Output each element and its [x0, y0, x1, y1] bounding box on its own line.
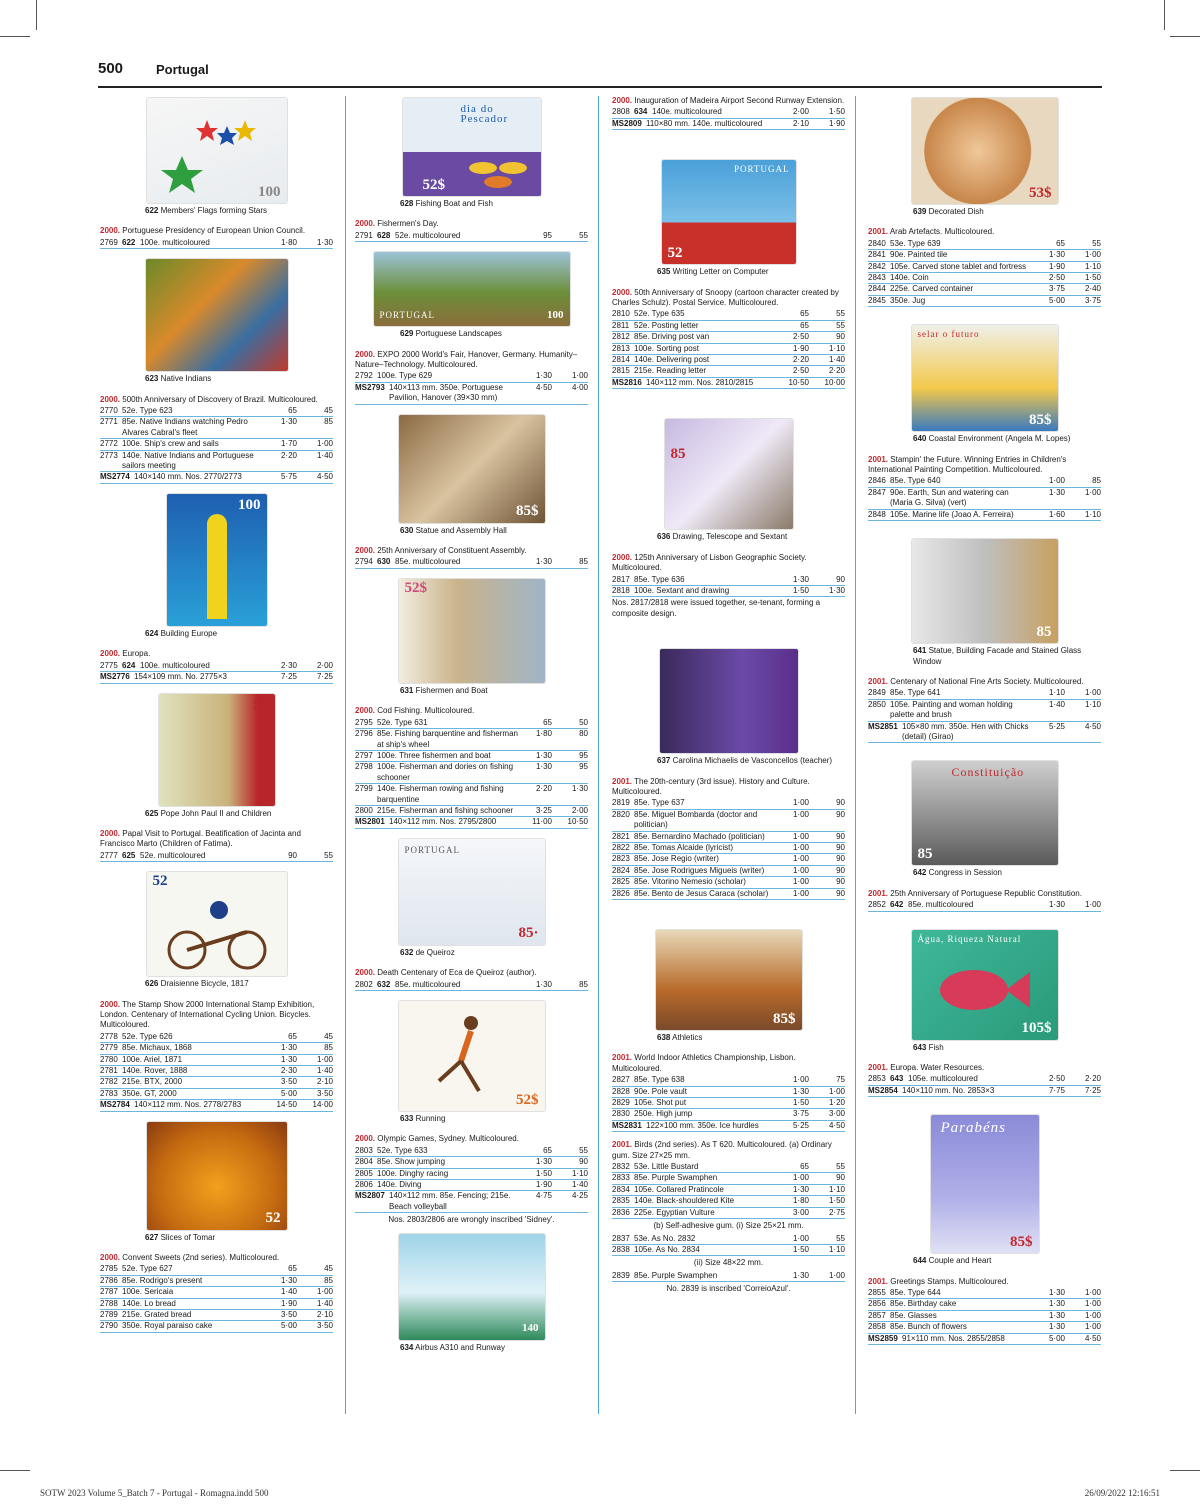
- catalogue-row: 2813 100e. Sorting post 1·90 1·10: [612, 344, 845, 355]
- stamp-denomination: 140: [522, 1322, 539, 1335]
- stamp-image-627: [147, 1122, 287, 1230]
- catalogue-note: Nos. 2803/2806 are wrongly inscribed 'Sidney'.: [388, 1215, 555, 1225]
- stamp-title: dia do Pescador: [460, 103, 509, 126]
- stamp-country: PORTUGAL: [734, 164, 790, 175]
- catalogue-row: 2792 100e. Type 629 1·30 1·00: [355, 371, 588, 382]
- catalogue-row: 2796 85e. Fishing barquentine and fisherman at ship's wheel 1·80 80: [355, 729, 588, 751]
- stamp-caption: 623 Native Indians: [145, 374, 212, 384]
- catalogue-row: 2810 52e. Type 635 65 55: [612, 309, 845, 320]
- stamp-image-629: [374, 252, 570, 326]
- catalogue-row: 2824 85e. Jose Rodrigues Migueis (writer) 1·00 90: [612, 866, 845, 877]
- catalogue-row: 2848 105e. Marine life (Joao A. Ferreira) 1·60 1·10: [868, 510, 1101, 521]
- stamp-denomination: 85$: [773, 1010, 796, 1027]
- catalogue-row: 2777 625 52e. multicoloured 90 55: [100, 851, 333, 862]
- stamp-title: Parabéns: [940, 1120, 1006, 1137]
- catalogue-row: MS2801 140×112 mm. Nos. 2795/2800 11·00 10·50: [355, 817, 588, 828]
- issue-heading: 2001. Europa. Water Resources.: [868, 1062, 985, 1072]
- catalogue-row: 2821 85e. Bernardino Machado (politician) 1·00 90: [612, 832, 845, 843]
- catalogue-row: MS2774 140×140 mm. Nos. 2770/2773 5·75 4·50: [100, 472, 333, 483]
- catalogue-row: 2845 350e. Jug 5·00 3·75: [868, 296, 1101, 307]
- catalogue-row: 2850 105e. Painting and woman holding palette and brush 1·40 1·10: [868, 700, 1101, 722]
- stamp-caption: 635 Writing Letter on Computer: [657, 267, 769, 277]
- catalogue-row: 2790 350e. Royal paraiso cake 5·00 3·50: [100, 1321, 333, 1332]
- stamp-image-638: [656, 930, 802, 1030]
- issue-heading: 2001. The 20th-century (3rd issue). History and Culture. Multicoloured.: [612, 776, 810, 796]
- crop-mark: [1170, 36, 1200, 37]
- stamp-denomination: 52: [667, 244, 683, 261]
- stamp-caption: 625 Pope John Paul II and Children: [145, 808, 272, 818]
- crop-mark: [1170, 1470, 1200, 1471]
- stamp-image-636: [665, 419, 793, 529]
- stamp-denomination: 100: [238, 496, 261, 513]
- column-divider: [598, 96, 599, 1414]
- catalogue-subheading: (ii) Size 48×22 mm.: [693, 1258, 764, 1268]
- stamp-caption: 641 Statue, Building Facade and Stained Glass Window: [913, 646, 1082, 666]
- stamp-image-622: [147, 98, 287, 203]
- stamp-image-624: [167, 494, 267, 626]
- catalogue-row: 2849 85e. Type 641 1·10 1·00: [868, 688, 1101, 699]
- catalogue-row: MS2793 140×113 mm. 350e. Portuguese Pavilion, Hanover (39×30 mm) 4·50 4·00: [355, 383, 588, 405]
- stamp-image-641: [912, 539, 1058, 643]
- catalogue-row: 2856 85e. Birthday cake 1·30 1·00: [868, 1299, 1101, 1310]
- issue-heading: 2000. 500th Anniversary of Discovery of Brazil. Multicoloured.: [100, 394, 318, 404]
- stamp-caption: 642 Congress in Session: [913, 868, 1002, 878]
- catalogue-row: 2815 215e. Reading letter 2·50 2·20: [612, 366, 845, 377]
- stamp-denomination: 52$: [404, 579, 427, 596]
- stamp-denomination: 100: [547, 308, 564, 321]
- stamp-image-630: [399, 415, 545, 523]
- crop-mark: [1164, 0, 1165, 30]
- issue-heading: 2000. EXPO 2000 World's Fair, Hanover, Germany. Humanity–Nature–Technology. Multicoloured.: [355, 349, 578, 370]
- catalogue-row: 2778 52e. Type 626 65 45: [100, 1032, 333, 1043]
- catalogue-subheading: (b) Self-adhesive gum. (i) Size 25×21 mm.: [653, 1221, 804, 1231]
- catalogue-row: MS2859 91×110 mm. Nos. 2855/2858 5·00 4·50: [868, 1334, 1101, 1345]
- bicycle-icon: [147, 872, 287, 976]
- catalogue-row: 2771 85e. Native Indians watching Pedro Alvares Cabral's fleet 1·30 85: [100, 417, 333, 439]
- catalogue-row: 2779 85e. Michaux, 1868 1·30 85: [100, 1043, 333, 1054]
- page-country: Portugal: [156, 62, 209, 77]
- catalogue-row: 2852 642 85e. multicoloured 1·30 1·00: [868, 900, 1101, 911]
- stamp-title: selar o futuro: [917, 329, 980, 340]
- stamp-denomination: 85: [670, 446, 686, 463]
- catalogue-row: 2827 85e. Type 638 1·00 75: [612, 1075, 845, 1086]
- footer-timestamp: 26/09/2022 12:16:51: [1084, 1488, 1160, 1498]
- stamp-denomination: 85: [1036, 623, 1052, 640]
- stamp-image-626: [147, 872, 287, 976]
- catalogue-row: 2797 100e. Three fishermen and boat 1·30 95: [355, 751, 588, 762]
- stamp-caption: 638 Athletics: [657, 1033, 703, 1042]
- column-divider: [855, 96, 856, 1414]
- catalogue-row: 2818 100e. Sextant and drawing 1·50 1·30: [612, 586, 845, 597]
- stamp-caption: 622 Members' Flags forming Stars: [145, 206, 268, 215]
- catalogue-row: 2843 140e. Coin 2·50 1·50: [868, 273, 1101, 284]
- catalogue-row: 2828 90e. Pole vault 1·30 1·00: [612, 1087, 845, 1098]
- stamp-caption: 644 Couple and Heart: [913, 1256, 992, 1266]
- issue-heading: 2001. Centenary of National Fine Arts Society. Multicoloured.: [868, 676, 1084, 686]
- stamp-image-642: [912, 761, 1058, 865]
- stamp-caption: 632 de Queiroz: [400, 947, 455, 957]
- catalogue-row: 2782 215e. BTX, 2000 3·50 2·10: [100, 1077, 333, 1088]
- issue-heading: 2000. 50th Anniversary of Snoopy (cartoon character created by Charles Schulz). Postal Service. Multicoloured.: [612, 287, 839, 308]
- stamp-caption: 629 Portuguese Landscapes: [400, 329, 502, 339]
- catalogue-row: MS2851 105×80 mm. 350e. Hen with Chicks (detail) (Girao) 5·25 4·50: [868, 722, 1101, 744]
- catalogue-row: 2808 634 140e. multicoloured 2·00 1·50: [612, 107, 845, 118]
- issue-heading: 2000. Portuguese Presidency of European Union Council.: [100, 226, 306, 236]
- column-4: [868, 96, 1101, 1345]
- catalogue-row: 2858 85e. Bunch of flowers 1·30 1·00: [868, 1322, 1101, 1333]
- catalogue-row: 2791 628 52e. multicoloured 95 55: [355, 231, 588, 242]
- stamp-country: PORTUGAL: [379, 309, 435, 320]
- issue-heading: 2000. Olympic Games, Sydney. Multicoloured.: [355, 1134, 519, 1144]
- issue-heading: 2000. Papal Visit to Portugal. Beatification of Jacinta and Francisco Marto (Children of Fatima).: [100, 828, 301, 849]
- catalogue-row: MS2809 110×80 mm. 140e. multicoloured 2·10 1·90: [612, 119, 845, 130]
- catalogue-row: 2825 85e. Vitorino Nemesio (scholar) 1·00 90: [612, 877, 845, 888]
- catalogue-row: 2783 350e. GT, 2000 5·00 3·50: [100, 1089, 333, 1100]
- stamp-image-644: [931, 1115, 1039, 1253]
- catalogue-row: 2840 53e. Type 639 65 55: [868, 239, 1101, 250]
- catalogue-row: 2853 643 105e. multicoloured 2·50 2·20: [868, 1074, 1101, 1085]
- catalogue-row: 2800 215e. Fisherman and fishing schooner 3·25 2·00: [355, 806, 588, 817]
- stamp-caption: 624 Building Europe: [145, 628, 218, 638]
- catalogue-row: 2785 52e. Type 627 65 45: [100, 1264, 333, 1275]
- issue-heading: 2000. The Stamp Show 2000 International Stamp Exhibition, London. Centenary of International Cycling Union. Bicycles. Multicoloured.: [100, 999, 315, 1030]
- stamp-denomination: 85$: [1010, 1233, 1033, 1250]
- catalogue-row: 2812 85e. Driving post van 2·50 90: [612, 332, 845, 343]
- stamp-country: PORTUGAL: [404, 844, 460, 855]
- star-tower-icon: [167, 494, 267, 626]
- stamp-caption: 630 Statue and Assembly Hall: [400, 525, 507, 535]
- catalogue-row: 2798 100e. Fisherman and dories on fishing schooner 1·30 95: [355, 762, 588, 784]
- catalogue-row: 2833 85e. Purple Swamphen 1·00 90: [612, 1173, 845, 1184]
- stamp-image-639: [912, 98, 1058, 204]
- issue-heading: 2000. 25th Anniversary of Constituent Assembly.: [355, 546, 527, 556]
- catalogue-row: 2803 52e. Type 633 65 55: [355, 1146, 588, 1157]
- issue-heading: 2000. 125th Anniversary of Lisbon Geographic Society. Multicoloured.: [612, 552, 807, 573]
- catalogue-row: 2847 90e. Earth, Sun and watering can (Maria G. Silva) (vert) 1·30 1·00: [868, 488, 1101, 510]
- stamp-caption: 640 Coastal Environment (Angela M. Lopes): [913, 434, 1071, 444]
- catalogue-row: 2819 85e. Type 637 1·00 90: [612, 798, 845, 809]
- stamp-caption: 637 Carolina Michaelis de Vasconcellos (teacher): [657, 756, 833, 766]
- catalogue-row: 2787 100e. Sericaia 1·40 1·00: [100, 1287, 333, 1298]
- stamp-image-625: [159, 694, 275, 806]
- catalogue-row: 2769 622 100e. multicoloured 1·80 1·30: [100, 238, 333, 249]
- stamp-denomination: 52: [265, 1210, 281, 1227]
- stamp-denomination: 85·: [518, 925, 539, 942]
- stamp-title: Água, Riqueza Natural: [917, 933, 1022, 944]
- issue-heading: 2000. Death Centenary of Eca de Queiroz (author).: [355, 968, 537, 978]
- stamp-caption: 636 Drawing, Telescope and Sextant: [657, 532, 788, 542]
- issue-heading: 2000. Europa.: [100, 649, 151, 659]
- catalogue-row: 2835 140e. Black-shouldered Kite 1·80 1·50: [612, 1196, 845, 1207]
- catalogue-row: MS2807 140×112 mm. 85e. Fencing; 215e. Beach volleyball 4·75 4·25: [355, 1191, 588, 1213]
- stamp-denomination: 52$: [422, 176, 445, 193]
- catalogue-row: 2805 100e. Dinghy racing 1·50 1·10: [355, 1169, 588, 1180]
- stamp-caption: 626 Draisienne Bicycle, 1817: [145, 979, 249, 989]
- catalogue-row: 2772 100e. Ship's crew and sails 1·70 1·00: [100, 439, 333, 450]
- catalogue-row: MS2784 140×112 mm. Nos. 2778/2783 14·50 14·00: [100, 1100, 333, 1111]
- stamp-image-623: [146, 259, 288, 371]
- catalogue-row: 2806 140e. Diving 1·90 1·40: [355, 1180, 588, 1191]
- stamp-title: Constituição: [951, 765, 1025, 780]
- catalogue-row: 2814 140e. Delivering post 2·20 1·40: [612, 355, 845, 366]
- stamp-image-633: [399, 1001, 545, 1111]
- stamp-denomination: 85$: [1029, 411, 1052, 428]
- catalogue-row: 2832 53e. Little Bustard 65 55: [612, 1162, 845, 1173]
- crop-mark: [36, 0, 37, 30]
- stamp-image-640: [912, 325, 1058, 431]
- stamp-caption: 628 Fishing Boat and Fish: [400, 199, 493, 208]
- stamp-denomination: 85: [917, 845, 933, 862]
- catalogue-row: 2836 225e. Egyptian Vulture 3·00 2·75: [612, 1208, 845, 1219]
- stamp-caption: 627 Slices of Tomar: [145, 1232, 216, 1242]
- catalogue-row: 2795 52e. Type 631 65 50: [355, 718, 588, 729]
- catalogue-row: 2781 140e. Rover, 1888 2·30 1·40: [100, 1066, 333, 1077]
- stamp-image-637: [660, 649, 798, 753]
- stamp-caption: 633 Running: [400, 1113, 446, 1123]
- issue-heading: 2000. Inauguration of Madeira Airport Second Runway Extension.: [612, 96, 845, 105]
- stamp-denomination: 52: [152, 873, 168, 890]
- catalogue-row: 2788 140e. Lo bread 1·90 1·40: [100, 1299, 333, 1310]
- catalogue-row: 2834 105e. Collared Pratincole 1·30 1·10: [612, 1185, 845, 1196]
- issue-heading: 2001. World Indoor Athletics Championship, Lisbon. Multicoloured.: [612, 1053, 796, 1073]
- stamp-denomination: 100: [258, 183, 281, 200]
- stamp-caption: 634 Airbus A310 and Runway: [400, 1342, 505, 1352]
- catalogue-row: 2802 632 85e. multicoloured 1·30 85: [355, 980, 588, 991]
- catalogue-row: 2789 215e. Grated bread 3·50 2·10: [100, 1310, 333, 1321]
- stamp-image-643: [912, 930, 1058, 1040]
- catalogue-row: 2780 100e. Ariel, 1871 1·30 1·00: [100, 1055, 333, 1066]
- page-number: 500: [98, 60, 124, 77]
- catalogue-row: 2838 105e. As No. 2834 1·50 1·10: [612, 1245, 845, 1256]
- issue-heading: 2001. Arab Artefacts. Multicoloured.: [868, 227, 995, 237]
- issue-heading: 2001. Greetings Stamps. Multicoloured.: [868, 1276, 1009, 1286]
- stamp-image-634: [399, 1234, 545, 1340]
- stamp-denomination: 105$: [1021, 1020, 1052, 1037]
- stamp-denomination: 85$: [516, 503, 539, 520]
- catalogue-row: 2799 140e. Fisherman rowing and fishing barquentine 2·20 1·30: [355, 784, 588, 806]
- catalogue-row: 2855 85e. Type 644 1·30 1·00: [868, 1288, 1101, 1299]
- catalogue-row: MS2831 122×100 mm. 350e. Ice hurdles 5·25 4·50: [612, 1121, 845, 1132]
- stamp-image-635: [662, 160, 796, 264]
- issue-heading: 2001. 25th Anniversary of Portuguese Republic Constitution.: [868, 888, 1082, 898]
- stamp-image-628: [403, 98, 541, 196]
- catalogue-row: MS2816 140×112 mm. Nos. 2810/2815 10·50 10·00: [612, 378, 845, 389]
- catalogue-row: 2823 85e. Jose Regio (writer) 1·00 90: [612, 854, 845, 865]
- stamp-denomination: 52$: [516, 1091, 539, 1108]
- catalogue-row: 2829 105e. Shot put 1·50 1·20: [612, 1098, 845, 1109]
- catalogue-note: No. 2839 is inscribed 'CorreioAzul'.: [666, 1284, 791, 1294]
- catalogue-row: 2770 52e. Type 623 65 45: [100, 406, 333, 417]
- issue-heading: 2000. Fishermen's Day.: [355, 219, 439, 229]
- stamp-caption: 639 Decorated Dish: [913, 207, 984, 216]
- page-header: [98, 58, 1102, 88]
- catalogue-row: 2820 85e. Miguel Bombarda (doctor and politician) 1·00 90: [612, 810, 845, 832]
- catalogue-row: 2830 250e. High jump 3·75 3·00: [612, 1109, 845, 1120]
- issue-heading: 2000. Cod Fishing. Multicoloured.: [355, 706, 475, 716]
- catalogue-row: 2817 85e. Type 636 1·30 90: [612, 575, 845, 586]
- catalogue-row: 2794 630 85e. multicoloured 1·30 85: [355, 557, 588, 568]
- catalogue-row: 2837 53e. As No. 2832 1·00 55: [612, 1234, 845, 1245]
- catalogue-row: 2786 85e. Rodrigo's present 1·30 85: [100, 1276, 333, 1287]
- issue-heading: 2000. Convent Sweets (2nd series). Multicoloured.: [100, 1253, 280, 1262]
- catalogue-row: 2844 225e. Carved container 3·75 2·40: [868, 284, 1101, 295]
- crop-mark: [0, 1470, 30, 1471]
- catalogue-row: 2804 85e. Show jumping 1·30 90: [355, 1157, 588, 1168]
- catalogue-row: 2775 624 100e. multicoloured 2·30 2·00: [100, 661, 333, 672]
- catalogue-row: 2846 85e. Type 640 1·00 85: [868, 476, 1101, 487]
- issue-heading: 2001. Stampin' the Future. Winning Entries in Children's International Painting Competition. Multicoloured.: [868, 454, 1067, 475]
- stamp-denomination: 52: [253, 696, 269, 713]
- stamp-caption: 631 Fishermen and Boat: [400, 685, 488, 695]
- catalogue-row: 2841 90e. Painted tile 1·30 1·00: [868, 250, 1101, 261]
- stamp-image-632: [399, 839, 545, 945]
- catalogue-row: MS2776 154×109 mm. No. 2775×3 7·25 7·25: [100, 672, 333, 683]
- stamp-denomination: 53$: [1029, 184, 1052, 201]
- catalogue-row: 2842 105e. Carved stone tablet and fortress 1·90 1·10: [868, 262, 1101, 273]
- catalogue-row: 2857 85e. Glasses 1·30 1·00: [868, 1311, 1101, 1322]
- catalogue-row: 2773 140e. Native Indians and Portuguese sailors meeting 2·20 1·40: [100, 451, 333, 473]
- crop-mark: [0, 36, 30, 37]
- footer-file-info: SOTW 2023 Volume 5_Batch 7 - Portugal - Romagna.indd 500: [40, 1488, 269, 1498]
- column-2: [355, 96, 588, 1363]
- catalogue-row: MS2854 140×110 mm. No. 2853×3 7·75 7·25: [868, 1086, 1101, 1097]
- catalogue-note: Nos. 2817/2818 were issued together, se-tenant, forming a composite design.: [612, 598, 821, 618]
- stamp-image-631: [399, 579, 545, 683]
- stamp-caption: 643 Fish: [913, 1042, 944, 1052]
- catalogue-row: 2839 85e. Purple Swamphen 1·30 1·00: [612, 1271, 845, 1282]
- column-1: [100, 96, 333, 1333]
- column-divider: [345, 96, 346, 1414]
- issue-heading: 2001. Birds (2nd series). As T 620. Multicoloured. (a) Ordinary gum. Size 27×25 mm.: [612, 1140, 832, 1160]
- catalogue-row: 2822 85e. Tomas Alcaide (lyricist) 1·00 90: [612, 843, 845, 854]
- catalogue-row: 2826 85e. Bento de Jesus Caraca (scholar) 1·00 90: [612, 889, 845, 900]
- column-3: [612, 96, 845, 1297]
- catalogue-row: 2811 52e. Posting letter 65 55: [612, 321, 845, 332]
